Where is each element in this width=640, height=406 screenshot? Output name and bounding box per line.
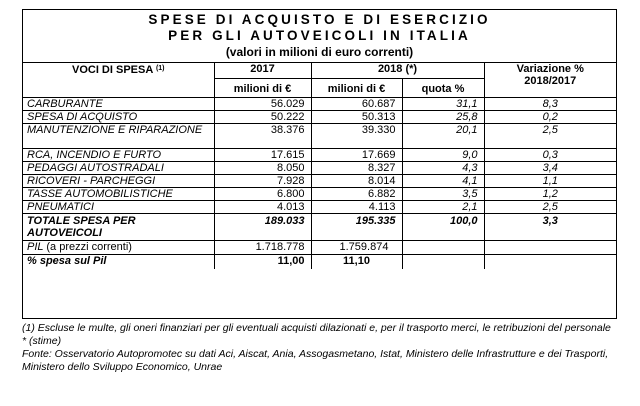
row-2018: 50.313 <box>311 111 402 124</box>
row-label: TASSE AUTOMOBILISTICHE <box>23 188 214 201</box>
row-var: 1,1 <box>484 175 616 188</box>
pil-label <box>23 241 214 255</box>
expense-table <box>23 62 616 269</box>
spesa-pil-2017: 11,00 <box>214 255 311 269</box>
row-2018: 8.327 <box>311 162 402 175</box>
row-quota: 3,5 <box>402 188 484 201</box>
row-var: 3,4 <box>484 162 616 175</box>
row-2018: 8.014 <box>311 175 402 188</box>
row-label: RICOVERI - PARCHEGGI <box>23 175 214 188</box>
row-var: 2,5 <box>484 124 616 149</box>
header-variazione <box>484 63 616 98</box>
header-variazione-line1: Variazione % <box>516 63 584 75</box>
row-var: 8,3 <box>484 98 616 111</box>
row-quota: 9,0 <box>402 149 484 162</box>
header-milioni-2017: milioni di € <box>214 79 311 98</box>
row-label: SPESA DI ACQUISTO <box>23 111 214 124</box>
spesa-pil-var-empty <box>484 255 616 269</box>
title-line-2: PER GLI AUTOVEICOLI IN ITALIA <box>168 28 471 43</box>
row-2017: 4.013 <box>214 201 311 214</box>
table-row <box>23 188 616 201</box>
row-quota: 31,1 <box>402 98 484 111</box>
row-label: PNEUMATICI <box>23 201 214 214</box>
total-row <box>23 214 616 241</box>
total-quota: 100,0 <box>402 214 484 241</box>
table-frame <box>22 9 617 319</box>
header-variazione-line2: 2018/2017 <box>524 75 577 87</box>
table-row <box>23 111 616 124</box>
header-2018: 2018 (*) <box>311 63 484 79</box>
row-2018: 4.113 <box>311 201 402 214</box>
row-label: CARBURANTE <box>23 98 214 111</box>
footnote-estimate: * (stime) <box>22 335 62 347</box>
row-quota: 25,8 <box>402 111 484 124</box>
header-voci-note: (1) <box>155 65 165 72</box>
pil-quota-empty <box>402 241 484 255</box>
row-2017: 17.615 <box>214 149 311 162</box>
table-row <box>23 149 616 162</box>
header-quota: quota % <box>402 79 484 98</box>
row-quota: 20,1 <box>402 124 484 149</box>
row-quota: 2,1 <box>402 201 484 214</box>
row-label: PEDAGGI AUTOSTRADALI <box>23 162 214 175</box>
row-2017: 56.029 <box>214 98 311 111</box>
total-var: 3,3 <box>484 214 616 241</box>
row-2018: 17.669 <box>311 149 402 162</box>
header-milioni-2018: milioni di € <box>311 79 402 98</box>
row-label: RCA, INCENDIO E FURTO <box>23 149 214 162</box>
table-row <box>23 162 616 175</box>
row-var: 0,3 <box>484 149 616 162</box>
row-quota: 4,3 <box>402 162 484 175</box>
row-quota: 4,1 <box>402 175 484 188</box>
table-row <box>23 124 616 149</box>
spesa-pil-label: % spesa sul Pil <box>23 255 214 269</box>
total-2017: 189.033 <box>214 214 311 241</box>
header-blank <box>23 79 214 98</box>
pil-2017: 1.718.778 <box>214 241 311 255</box>
total-2018: 195.335 <box>311 214 402 241</box>
row-2017: 8.050 <box>214 162 311 175</box>
pil-label-text: PIL <box>27 241 44 253</box>
row-2018: 6.882 <box>311 188 402 201</box>
row-2018: 60.687 <box>311 98 402 111</box>
pil-2018: 1.759.874 <box>311 241 402 255</box>
row-var: 1,2 <box>484 188 616 201</box>
row-2018: 39.330 <box>311 124 402 149</box>
row-2017: 6.800 <box>214 188 311 201</box>
table-row <box>23 201 616 214</box>
spesa-pil-row <box>23 255 616 269</box>
footnote-source: Fonte: Osservatorio Autopromotec su dati Aci, Aiscat, Ania, Assogasmetano, Istat, Ministero delle Infrastrutture e dei Trasporti, Ministero dello Sviluppo Economico, Unrae <box>22 348 609 373</box>
data-rows <box>23 98 616 214</box>
row-var: 0,2 <box>484 111 616 124</box>
row-2017: 38.376 <box>214 124 311 149</box>
row-2017: 50.222 <box>214 111 311 124</box>
header-voci <box>23 63 214 79</box>
row-var: 2,5 <box>484 201 616 214</box>
row-label: MANUTENZIONE E RIPARAZIONE <box>23 124 214 149</box>
spesa-pil-2018: 11,10 <box>311 255 402 269</box>
header-2017: 2017 <box>214 63 311 79</box>
title-subtitle: (valori in milioni di euro correnti) <box>225 45 414 59</box>
pil-var-empty <box>484 241 616 255</box>
total-label: TOTALE SPESA PER AUTOVEICOLI <box>23 214 214 241</box>
pil-label-note: (a prezzi correnti) <box>46 241 132 253</box>
title-line-1: SPESE DI ACQUISTO E DI ESERCIZIO <box>148 12 491 27</box>
table-row <box>23 98 616 111</box>
header-voci-text: VOCI DI SPESA <box>71 64 153 76</box>
table-title <box>23 10 616 62</box>
table-row <box>23 175 616 188</box>
footnote-1: (1) Escluse le multe, gli oneri finanziari per gli eventuali acquisti dilazionati e, per il trasporto merci, le retribuzioni del personale <box>22 322 611 334</box>
row-2017: 7.928 <box>214 175 311 188</box>
spesa-pil-quota-empty <box>402 255 484 269</box>
pil-row <box>23 241 616 255</box>
footnotes <box>22 322 622 374</box>
